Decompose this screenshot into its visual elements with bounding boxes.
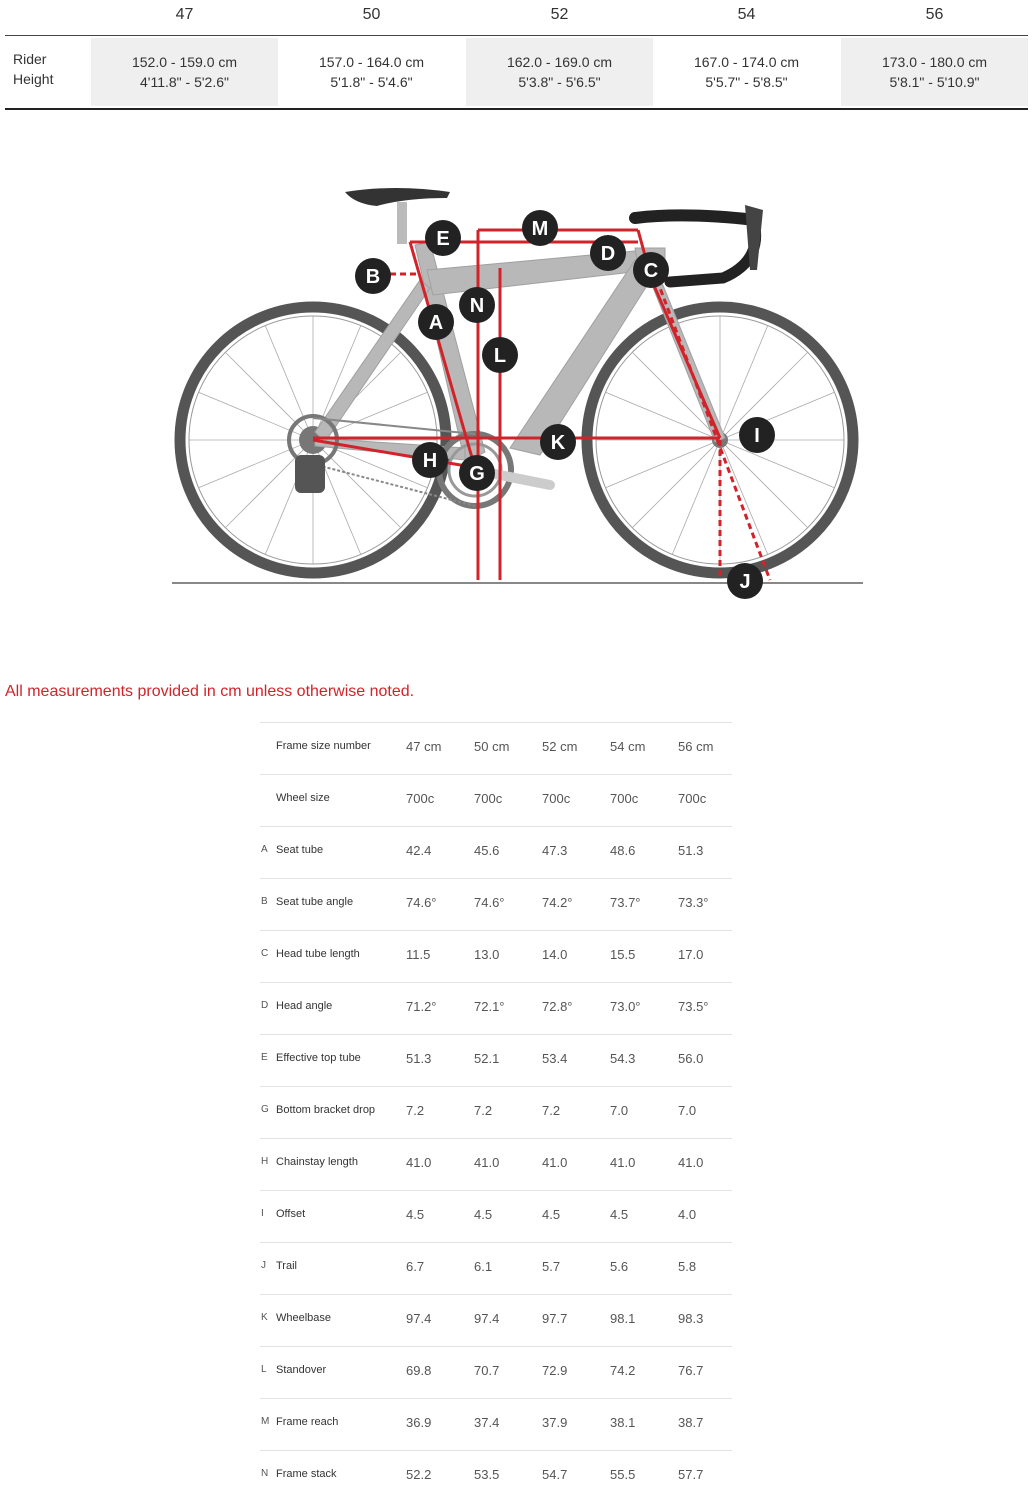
size-header-row xyxy=(0,0,1034,36)
rider-cm: 162.0 - 169.0 cm xyxy=(506,54,613,70)
rider-height-label xyxy=(13,49,53,89)
svg-text:L: L xyxy=(493,345,507,367)
geometry-row-letter: I xyxy=(261,1208,264,1219)
marker-m xyxy=(522,210,558,246)
geometry-cell: 47.3 xyxy=(542,843,568,858)
marker-d xyxy=(590,235,626,271)
geometry-row xyxy=(260,1450,732,1502)
geometry-cell: 7.2 xyxy=(474,1103,493,1118)
geometry-cell: 700c xyxy=(610,791,639,806)
geometry-cell: 5.7 xyxy=(542,1259,561,1274)
geometry-cell: 51.3 xyxy=(406,1051,432,1066)
svg-text:N: N xyxy=(469,295,485,317)
geometry-cell: 98.3 xyxy=(678,1311,704,1326)
geometry-cell: 700c xyxy=(542,791,571,806)
marker-g xyxy=(459,455,495,491)
geometry-row xyxy=(260,1346,732,1398)
marker-e xyxy=(425,220,461,256)
geometry-row-letter: L xyxy=(261,1364,267,1375)
geometry-cell: 54 cm xyxy=(610,739,646,754)
geometry-cell: 73.0° xyxy=(610,999,641,1014)
geometry-cell: 700c xyxy=(678,791,707,806)
geometry-row-label: Seat tube angle xyxy=(276,896,354,908)
geometry-cell: 37.4 xyxy=(474,1415,500,1430)
geometry-cell: 74.6° xyxy=(474,895,505,910)
geometry-cell: 38.1 xyxy=(610,1415,636,1430)
geometry-row-letter: C xyxy=(261,948,269,959)
geometry-cell: 70.7 xyxy=(474,1363,500,1378)
geometry-cell: 37.9 xyxy=(542,1415,568,1430)
marker-a xyxy=(418,304,454,340)
geometry-cell: 47 cm xyxy=(406,739,442,754)
geometry-cell: 73.5° xyxy=(678,999,709,1014)
marker-l xyxy=(482,337,518,373)
geometry-cell: 57.7 xyxy=(678,1467,704,1482)
rider-ft: 5'8.1" - 5'10.9" xyxy=(889,74,980,90)
rider-ft: 5'5.7" - 5'8.5" xyxy=(705,74,788,90)
geometry-cell: 50 cm xyxy=(474,739,510,754)
geometry-row xyxy=(260,982,732,1034)
svg-text:C: C xyxy=(643,260,659,282)
geometry-row xyxy=(260,1398,732,1450)
geometry-cell: 700c xyxy=(474,791,503,806)
marker-h xyxy=(412,442,448,478)
svg-text:M: M xyxy=(531,218,549,240)
geometry-row-label: Effective top tube xyxy=(276,1052,361,1064)
geometry-row xyxy=(260,1086,732,1138)
geometry-cell: 42.4 xyxy=(406,843,432,858)
size-header-56: 56 xyxy=(925,6,944,23)
geometry-cell: 15.5 xyxy=(610,947,636,962)
svg-text:E: E xyxy=(436,228,450,250)
geometry-cell: 7.0 xyxy=(678,1103,697,1118)
geometry-cell: 72.8° xyxy=(542,999,573,1014)
geometry-cell: 74.6° xyxy=(406,895,437,910)
geometry-cell: 56 cm xyxy=(678,739,714,754)
geometry-cell: 7.2 xyxy=(406,1103,425,1118)
geometry-cell: 11.5 xyxy=(406,947,431,962)
rider-cell-47 xyxy=(91,38,278,106)
geometry-cell: 7.2 xyxy=(542,1103,561,1118)
geometry-cell: 54.7 xyxy=(542,1467,568,1482)
geometry-row-label: Chainstay length xyxy=(276,1156,358,1168)
rider-ft: 4'11.8" - 5'2.6" xyxy=(140,74,229,90)
geometry-cell: 97.7 xyxy=(542,1311,568,1326)
geometry-cell: 74.2° xyxy=(542,895,573,910)
geometry-cell: 41.0 xyxy=(406,1155,432,1170)
size-header-50: 50 xyxy=(362,6,381,23)
geometry-row xyxy=(260,774,732,826)
svg-text:B: B xyxy=(365,266,381,288)
geometry-cell: 55.5 xyxy=(610,1467,636,1482)
geometry-cell: 97.4 xyxy=(406,1311,432,1326)
geometry-cell: 52.1 xyxy=(474,1051,500,1066)
geometry-cell: 6.7 xyxy=(406,1259,425,1274)
size-header-54: 54 xyxy=(737,6,756,23)
geometry-cell: 69.8 xyxy=(406,1363,432,1378)
geometry-row-letter: M xyxy=(261,1416,270,1427)
geometry-row-label: Wheel size xyxy=(276,792,330,804)
geometry-table xyxy=(260,722,732,1502)
geometry-cell: 54.3 xyxy=(610,1051,636,1066)
geometry-row-letter: D xyxy=(261,1000,269,1011)
bike-geometry-diagram xyxy=(165,170,875,610)
geometry-cell: 4.5 xyxy=(542,1207,561,1222)
marker-j xyxy=(727,563,763,599)
svg-text:A: A xyxy=(428,312,444,334)
geometry-cell: 76.7 xyxy=(678,1363,704,1378)
rider-height-row xyxy=(5,35,1028,110)
geometry-row-letter: K xyxy=(261,1312,268,1323)
geometry-cell: 97.4 xyxy=(474,1311,500,1326)
rider-ft: 5'1.8" - 5'4.6" xyxy=(330,74,413,90)
size-header-52: 52 xyxy=(550,6,569,23)
geometry-row-letter: E xyxy=(261,1052,268,1063)
marker-k xyxy=(540,424,576,460)
geometry-row-letter: N xyxy=(261,1468,269,1479)
geometry-row-label: Frame reach xyxy=(276,1416,339,1428)
geometry-cell: 74.2 xyxy=(610,1363,636,1378)
marker-n xyxy=(459,287,495,323)
geometry-cell: 52 cm xyxy=(542,739,578,754)
svg-text:I: I xyxy=(754,425,760,447)
rider-cell-52 xyxy=(466,38,653,106)
geometry-cell: 45.6 xyxy=(474,843,500,858)
geometry-cell: 41.0 xyxy=(542,1155,568,1170)
geometry-cell: 36.9 xyxy=(406,1415,432,1430)
geometry-row-letter: A xyxy=(261,844,268,855)
svg-text:G: G xyxy=(469,463,485,485)
geometry-row xyxy=(260,1294,732,1346)
geometry-cell: 71.2° xyxy=(406,999,437,1014)
geometry-cell: 4.0 xyxy=(678,1207,697,1222)
rider-cm: 157.0 - 164.0 cm xyxy=(318,54,425,70)
geometry-row xyxy=(260,1138,732,1190)
marker-i xyxy=(739,417,775,453)
geometry-cell: 700c xyxy=(406,791,435,806)
rider-label-line2: Height xyxy=(13,71,54,87)
geometry-cell: 4.5 xyxy=(406,1207,425,1222)
geometry-cell: 52.2 xyxy=(406,1467,432,1482)
geometry-cell: 41.0 xyxy=(610,1155,636,1170)
svg-text:D: D xyxy=(600,243,616,265)
geometry-row-letter: G xyxy=(261,1104,269,1115)
geometry-row-label: Frame size number xyxy=(276,740,371,752)
geometry-row xyxy=(260,1034,732,1086)
geometry-cell: 48.6 xyxy=(610,843,636,858)
geometry-row-label: Seat tube xyxy=(276,844,324,856)
geometry-cell: 98.1 xyxy=(610,1311,636,1326)
geometry-cell: 72.9 xyxy=(542,1363,568,1378)
geometry-row xyxy=(260,1242,732,1294)
rider-cell-54 xyxy=(653,38,840,106)
geometry-row-label: Offset xyxy=(276,1208,306,1220)
rider-cell-56 xyxy=(841,38,1028,106)
geometry-cell: 38.7 xyxy=(678,1415,704,1430)
svg-text:J: J xyxy=(739,571,751,593)
geometry-cell: 17.0 xyxy=(678,947,704,962)
svg-text:K: K xyxy=(550,432,566,454)
units-note: All measurements provided in cm unless otherwise noted. xyxy=(5,683,415,700)
geometry-row-letter: J xyxy=(261,1260,266,1271)
marker-b xyxy=(355,258,391,294)
geometry-row xyxy=(260,826,732,878)
geometry-row-label: Head angle xyxy=(276,1000,333,1012)
geometry-cell: 73.7° xyxy=(610,895,641,910)
geometry-cell: 73.3° xyxy=(678,895,709,910)
geometry-row-label: Wheelbase xyxy=(276,1312,332,1324)
geometry-cell: 56.0 xyxy=(678,1051,704,1066)
geometry-cell: 14.0 xyxy=(542,947,568,962)
rider-cm: 167.0 - 174.0 cm xyxy=(693,54,800,70)
geometry-row xyxy=(260,878,732,930)
geometry-cell: 13.0 xyxy=(474,947,500,962)
rider-ft: 5'3.8" - 5'6.5" xyxy=(518,74,601,90)
geometry-row-label: Frame stack xyxy=(276,1468,337,1480)
geometry-row xyxy=(260,722,732,774)
size-header-47: 47 xyxy=(175,6,194,23)
geometry-row-label: Bottom bracket drop xyxy=(276,1104,376,1116)
geometry-cell: 53.4 xyxy=(542,1051,568,1066)
geometry-row xyxy=(260,930,732,982)
geometry-cell: 41.0 xyxy=(678,1155,704,1170)
geometry-cell: 51.3 xyxy=(678,843,704,858)
geometry-cell: 4.5 xyxy=(474,1207,493,1222)
geometry-cell: 41.0 xyxy=(474,1155,500,1170)
geometry-cell: 6.1 xyxy=(474,1259,493,1274)
geometry-cell: 4.5 xyxy=(610,1207,629,1222)
geometry-cell: 5.8 xyxy=(678,1259,697,1274)
geometry-cell: 7.0 xyxy=(610,1103,629,1118)
geometry-row-label: Head tube length xyxy=(276,948,360,960)
geometry-row-letter: H xyxy=(261,1156,269,1167)
geometry-cell: 72.1° xyxy=(474,999,505,1014)
geometry-cell: 5.6 xyxy=(610,1259,629,1274)
rider-cell-50 xyxy=(278,38,465,106)
marker-c xyxy=(633,252,669,288)
geometry-row-letter: B xyxy=(261,896,268,907)
geometry-row-label: Standover xyxy=(276,1364,327,1376)
geometry-cell: 53.5 xyxy=(474,1467,500,1482)
rider-cm: 173.0 - 180.0 cm xyxy=(881,54,988,70)
geometry-row xyxy=(260,1190,732,1242)
rider-cm: 152.0 - 159.0 cm xyxy=(131,54,238,70)
svg-text:H: H xyxy=(422,450,438,472)
geometry-row-label: Trail xyxy=(276,1260,297,1272)
rider-label-line1: Rider xyxy=(13,51,47,67)
